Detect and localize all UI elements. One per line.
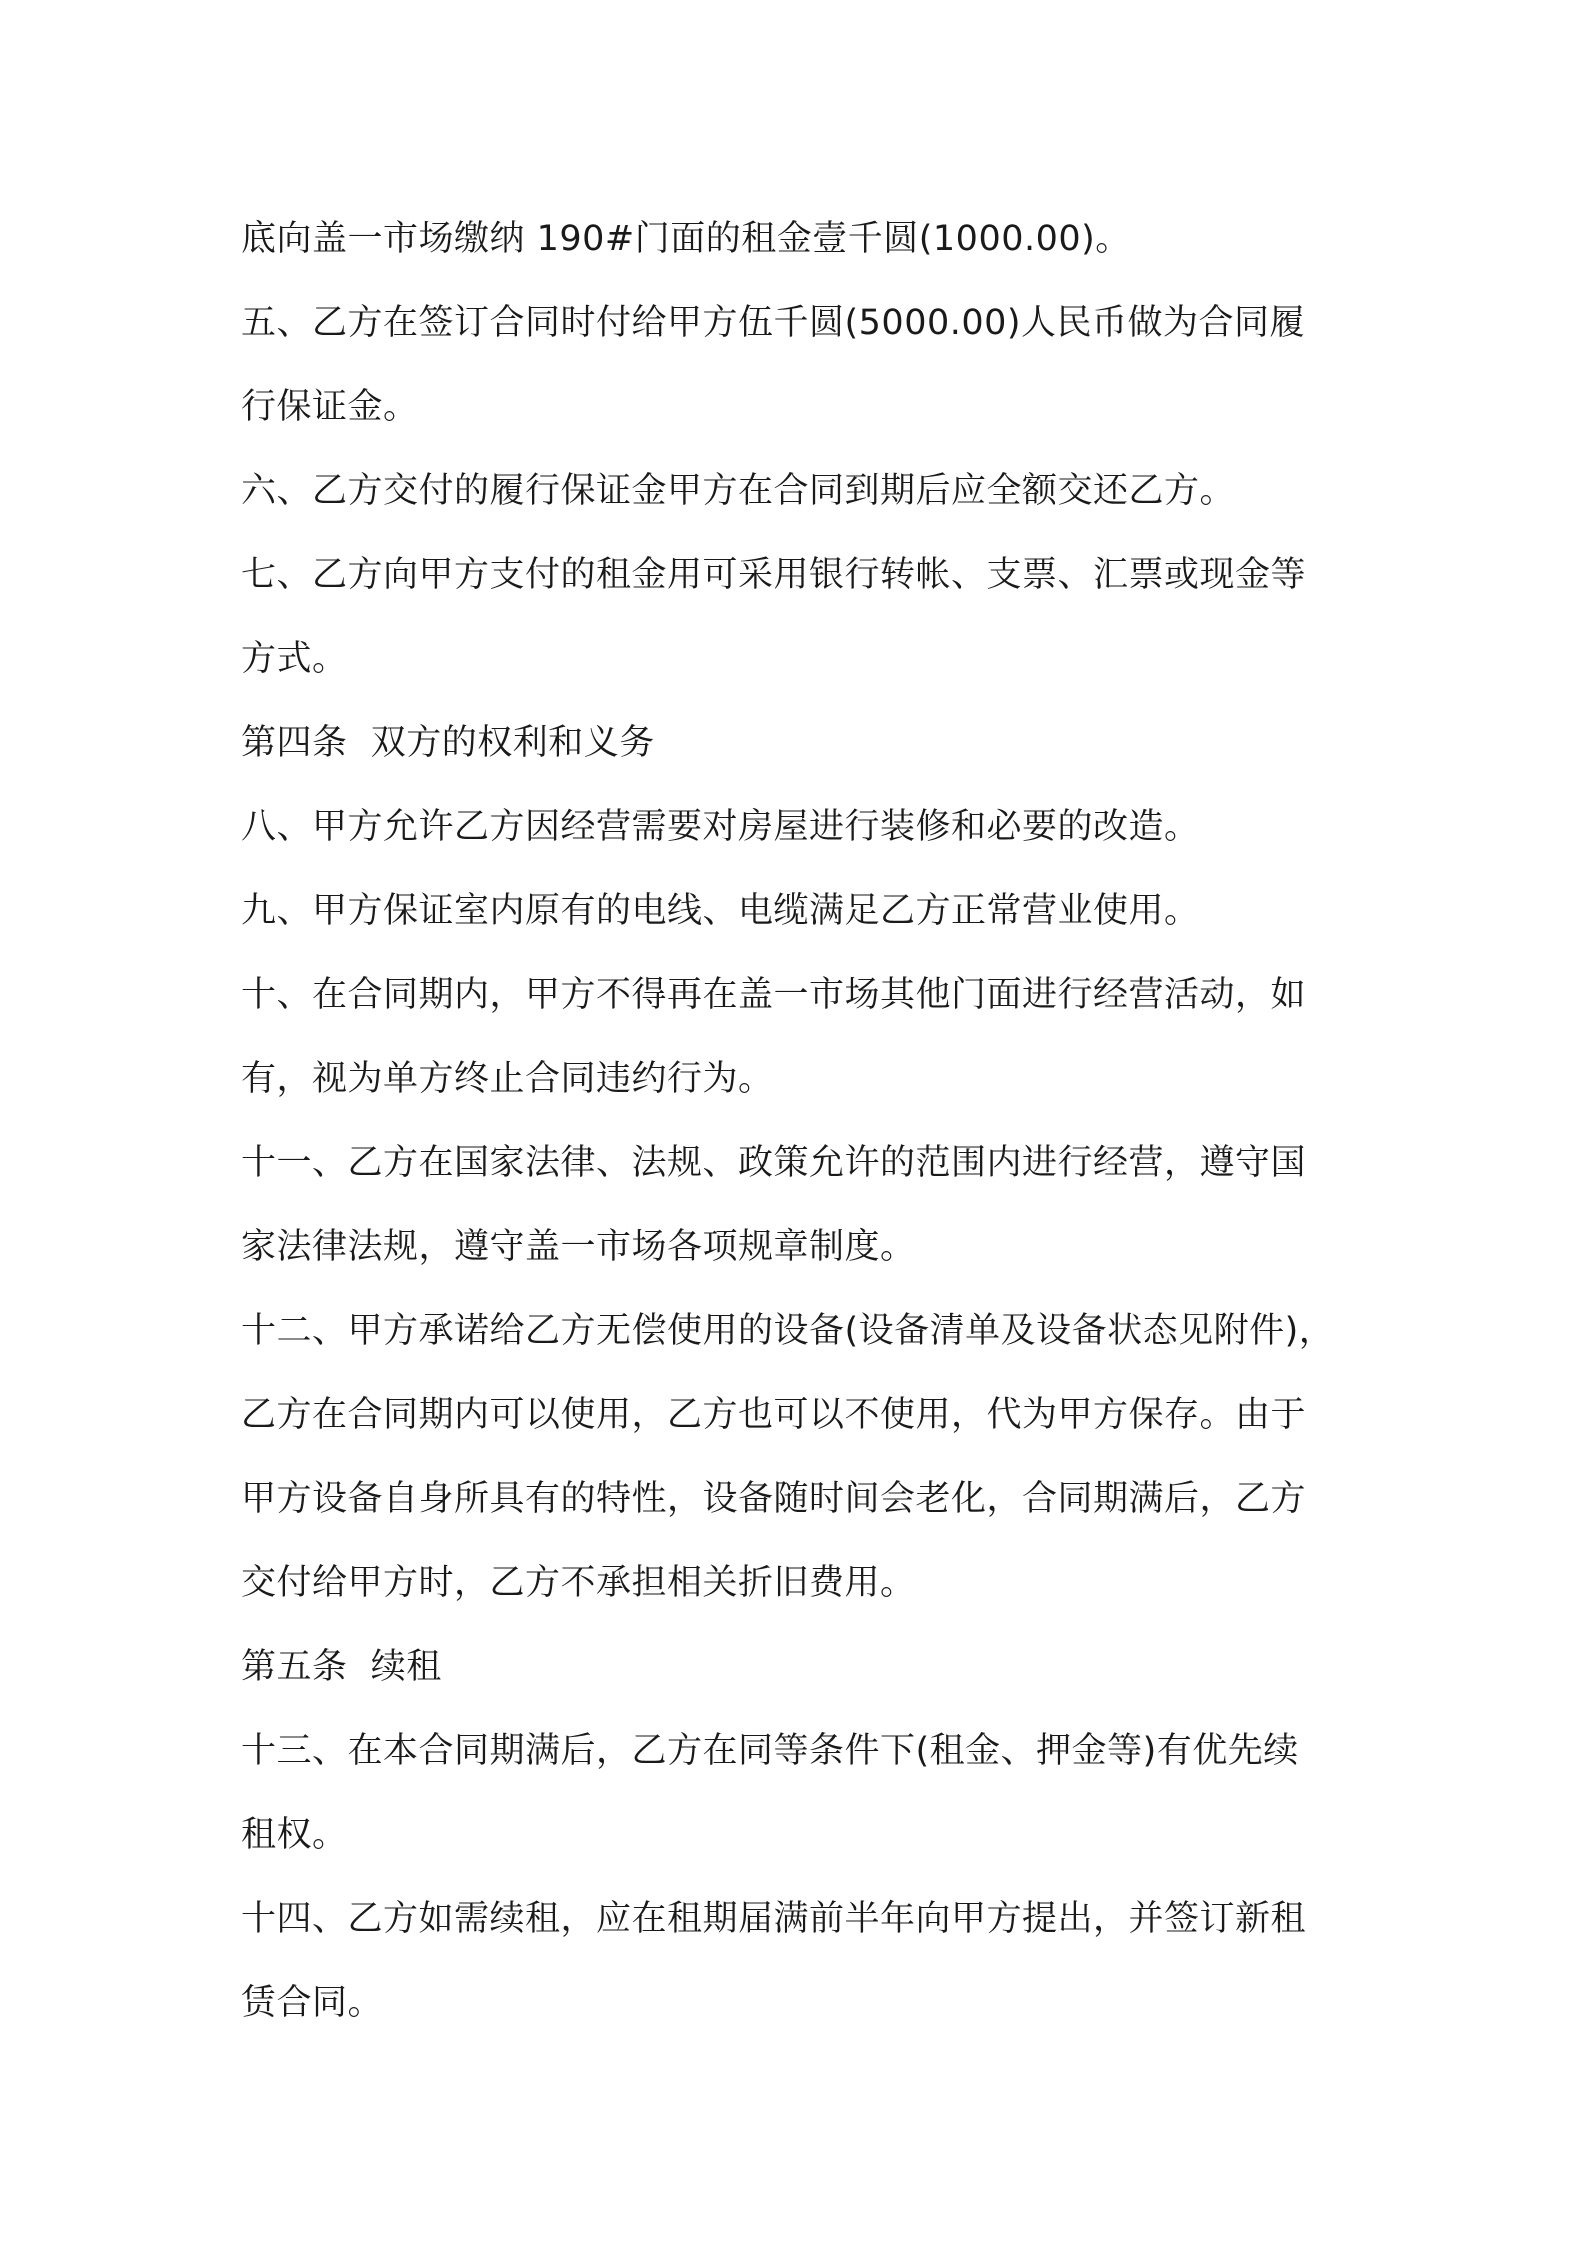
text-line: 乙方在合同期内可以使用，乙方也可以不使用，代为甲方保存。由于: [241, 1395, 1307, 1435]
text-line: 甲方设备自身所具有的特性，设备随时间会老化，合同期满后，乙方: [241, 1479, 1307, 1519]
text-line: 底向盖一市场缴纳 190#门面的租金壹千圆(1000.00)。: [241, 219, 1131, 259]
text-line: 赁合同。: [241, 1983, 384, 2023]
text-line: 有，视为单方终止合同违约行为。: [241, 1059, 774, 1099]
text-line: 八、甲方允许乙方因经营需要对房屋进行装修和必要的改造。: [241, 807, 1200, 847]
text-line: 十、在合同期内，甲方不得再在盖一市场其他门面进行经营活动，如: [241, 975, 1307, 1015]
text-line: 十一、乙方在国家法律、法规、政策允许的范围内进行经营，遵守国: [241, 1143, 1307, 1183]
text-line: 六、乙方交付的履行保证金甲方在合同到期后应全额交还乙方。: [241, 471, 1236, 511]
section-heading: 第五条 续租: [241, 1647, 442, 1687]
text-line: 十二、甲方承诺给乙方无偿使用的设备(设备清单及设备状态见附件)，: [241, 1311, 1335, 1351]
text-line: 家法律法规，遵守盖一市场各项规章制度。: [241, 1227, 916, 1267]
document-body: [241, 197, 1371, 2045]
text-line: 七、乙方向甲方支付的租金用可采用银行转帐、支票、汇票或现金等: [241, 555, 1307, 595]
text-line: 十四、乙方如需续租，应在租期届满前半年向甲方提出，并签订新租: [241, 1899, 1307, 1939]
section-heading: 第四条 双方的权利和义务: [241, 723, 655, 763]
text-line: 九、甲方保证室内原有的电线、电缆满足乙方正常营业使用。: [241, 891, 1200, 931]
text-line: 方式。: [241, 639, 348, 679]
text-line: 租权。: [241, 1815, 348, 1855]
text-line: 交付给甲方时，乙方不承担相关折旧费用。: [241, 1563, 916, 1603]
text-line: 五、乙方在签订合同时付给甲方伍千圆(5000.00)人民币做为合同履: [241, 303, 1306, 343]
text-line: 行保证金。: [241, 387, 419, 427]
text-line: 十三、在本合同期满后，乙方在同等条件下(租金、押金等)有优先续: [241, 1731, 1299, 1771]
